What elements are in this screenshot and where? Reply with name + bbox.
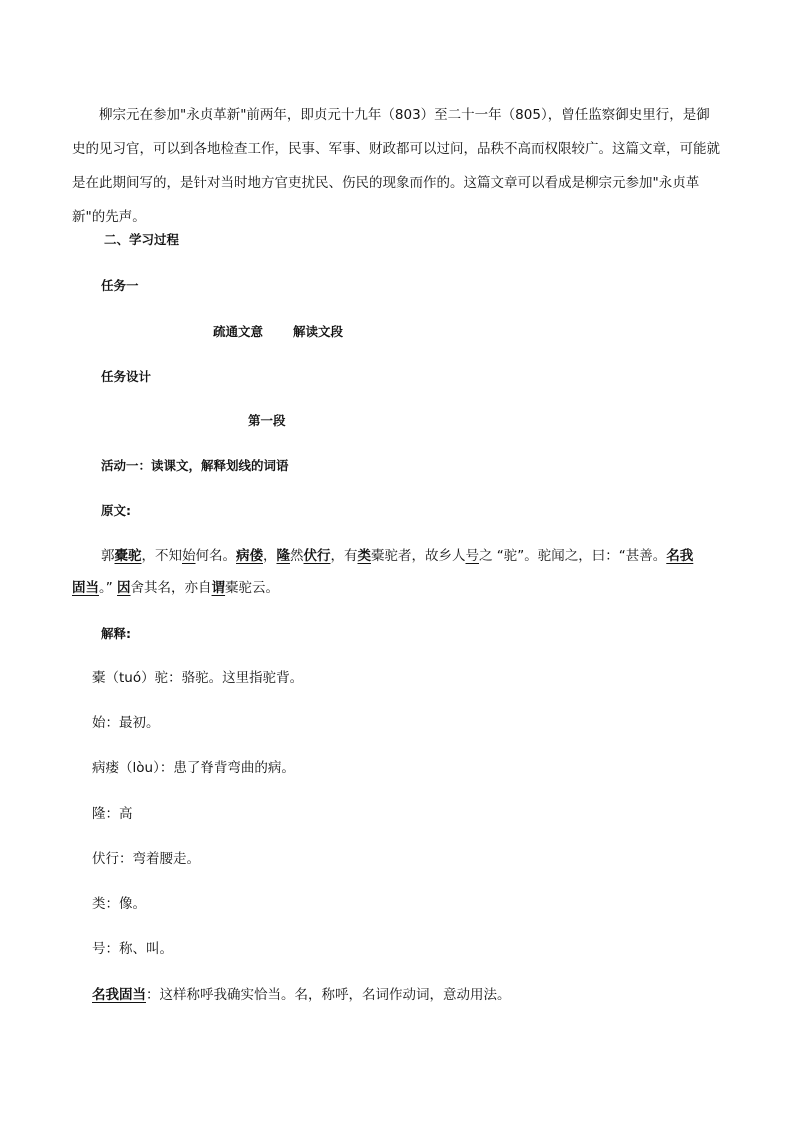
task-one-label: 任务一 bbox=[101, 278, 139, 293]
task-design-label: 任务设计 bbox=[101, 369, 152, 384]
original-segment: ，有 bbox=[330, 548, 358, 564]
original-text-line-2 bbox=[72, 578, 279, 598]
underlined-term: 类 bbox=[357, 548, 371, 564]
task-title-part-b: 解读文段 bbox=[293, 324, 344, 339]
original-segment: 郭 bbox=[101, 548, 115, 564]
original-segment: 然 bbox=[290, 548, 304, 564]
original-segment: 橐驼者，故乡人 bbox=[371, 548, 466, 564]
underlined-term: 伏行 bbox=[303, 548, 331, 564]
underlined-term: 号 bbox=[465, 548, 479, 564]
underlined-term: 隆 bbox=[276, 548, 290, 564]
underlined-term: 因 bbox=[117, 580, 131, 596]
underlined-term: 始 bbox=[182, 548, 196, 564]
original-text-line-1 bbox=[101, 546, 693, 566]
underlined-term: 谓 bbox=[211, 580, 226, 596]
gloss-item: 隆：高 bbox=[92, 806, 133, 822]
original-label: 原文: bbox=[101, 503, 131, 518]
task-title-part-a: 疏通文意 bbox=[213, 324, 264, 339]
gloss-item: 号：称、叫。 bbox=[92, 941, 173, 957]
original-segment: 。” bbox=[99, 580, 118, 596]
original-segment: ， bbox=[263, 548, 277, 564]
underlined-term: 橐驼 bbox=[114, 548, 142, 564]
section-heading: 二、学习过程 bbox=[104, 232, 180, 247]
gloss-item: 伏行：弯着腰走。 bbox=[92, 851, 200, 867]
original-segment: 之 “驼”。驼闻之，曰：“甚善。 bbox=[479, 548, 667, 564]
underlined-term: 病偻 bbox=[236, 548, 263, 564]
original-segment: 舍其名，亦自 bbox=[130, 580, 212, 596]
gloss-item: 类：像。 bbox=[92, 896, 146, 912]
original-segment: 橐驼云。 bbox=[225, 580, 280, 596]
gloss-item: 病瘘（lòu）：患了脊背弯曲的病。 bbox=[92, 760, 295, 776]
task-title bbox=[213, 322, 343, 342]
activity-one-heading: 活动一：读课文，解释划线的词语 bbox=[101, 458, 289, 473]
original-segment: ，不知 bbox=[141, 548, 182, 564]
underlined-term: 名我固当 bbox=[92, 987, 146, 1003]
gloss-item-last bbox=[92, 985, 511, 1005]
original-segment: 何名。 bbox=[195, 548, 236, 564]
paragraph-one-heading: 第一段 bbox=[248, 413, 286, 428]
underlined-term: 固当 bbox=[72, 580, 99, 596]
explanation-label: 解释: bbox=[101, 626, 131, 641]
gloss-text: ：这样称呼我确实恰当。名，称呼，名词作动词，意动用法。 bbox=[146, 987, 511, 1003]
gloss-item: 橐（tuó）驼：骆驼。这里指驼背。 bbox=[92, 670, 304, 686]
underlined-term: 名我 bbox=[666, 548, 694, 564]
intro-paragraph: 柳宗元在参加"永贞革新"前两年，即贞元十九年（803）至二十一年（805），曾任监察御史里行，是御史的见习官，可以到各地检查工作，民事、军事、财政都可以过问，品秩不高而权限较广。这篇文章，可能就是在此期间写的，是针对当时地方官吏扰民、伤民的现象而作的。这篇文章可以看成是柳宗元参加"永贞革新"的先声。 bbox=[72, 107, 720, 225]
gloss-item: 始：最初。 bbox=[92, 715, 160, 731]
